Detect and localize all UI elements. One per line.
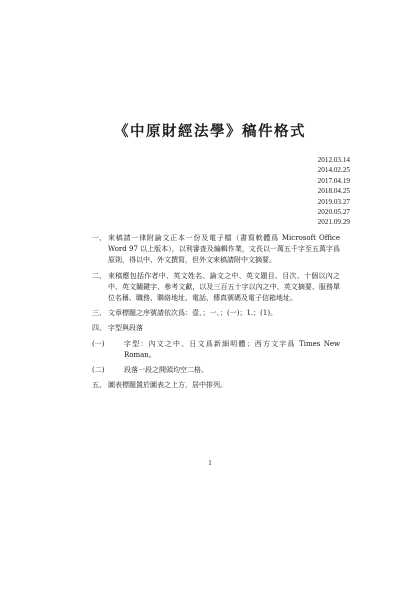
rule-subitem xyxy=(92,339,340,361)
revision-date: 2012.03.14 xyxy=(317,156,350,164)
format-rules xyxy=(92,233,340,395)
rule-text: 來稿應包括作者中、英文姓名、論文之中、英文題目、目次、十個以內之中、英文關鍵字、參考文獻，以及三百五十字以內之中、英文摘要、服務單位名稱、職務、聯絡地址、電話、傳真號碼及電子信箱地址。 xyxy=(108,271,340,303)
revision-date: 2018.04.25 xyxy=(317,187,350,196)
page-number: 1 xyxy=(208,459,212,467)
rule-text: 段落一段之開頭均空二格。 xyxy=(124,366,208,375)
revision-dates xyxy=(318,155,350,228)
rule-number: 一、 xyxy=(92,234,106,242)
rule-subnumber: (一) xyxy=(92,339,105,348)
rule-number: 二、 xyxy=(92,271,106,280)
revision-date: 2014.02.25 xyxy=(317,166,350,175)
rule-text: 圖表標題置於圖表之上方，居中排列。 xyxy=(108,381,227,390)
rule-text: 文章標題之序號請依次爲：壹、；一、；(一)；1.；(1)。 xyxy=(108,309,278,318)
rule-item xyxy=(92,308,340,319)
rule-subitem xyxy=(92,365,340,376)
rule-number: 三、 xyxy=(92,309,106,318)
revision-date: 2019.03.27 xyxy=(317,197,350,206)
rule-item xyxy=(92,233,340,267)
rule-item xyxy=(92,380,340,391)
revision-date: 2017.04.19 xyxy=(317,176,350,185)
rule-item xyxy=(92,323,340,334)
revision-date: 2020.05.27 xyxy=(317,208,350,217)
rule-subnumber: (二) xyxy=(92,366,105,375)
rule-number: 五、 xyxy=(92,381,106,390)
revision-date: 2021.09.29 xyxy=(317,218,350,227)
rule-text: 字型與段落 xyxy=(108,324,143,333)
rule-text: 字型：內文之中、日文爲新細明體；西方文字爲 Times New Roman。 xyxy=(124,339,340,359)
rule-text: 來稿請一律附論文正本一份及電子檔（書寫軟體爲 Microsoft Office Word 97 以上版本），以利審查及編輯作業，文長以一萬五千字至五萬字爲原則，得以中、外文撰寫，但外文來稿請附中文摘要。 xyxy=(108,234,340,265)
rule-number: 四、 xyxy=(92,324,106,333)
document-title: 《中原財經法學》稿件格式 xyxy=(114,123,306,140)
rule-item xyxy=(92,271,340,305)
